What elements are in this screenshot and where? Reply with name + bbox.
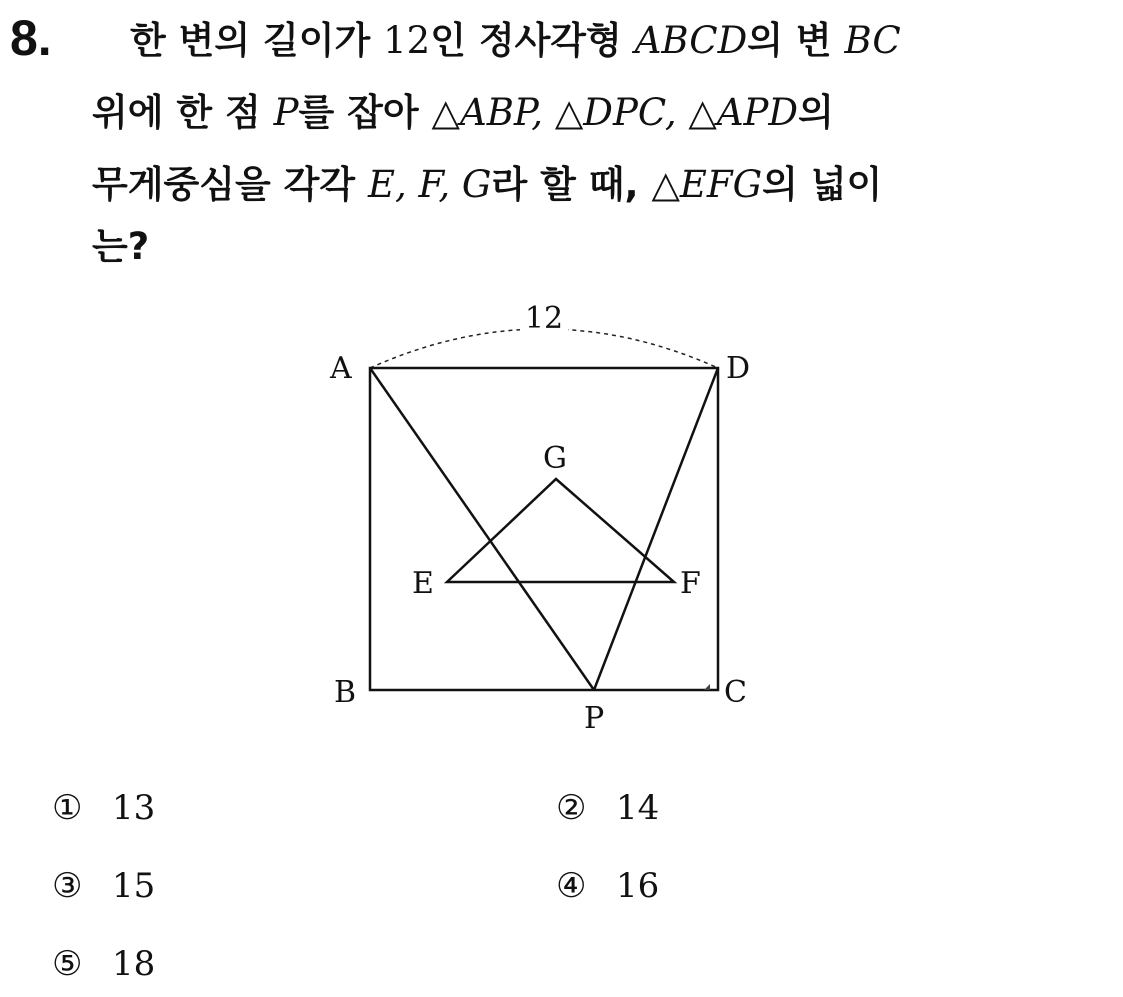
label-b: B [334, 675, 357, 710]
segment-ap [370, 368, 594, 690]
stem-text: 라 할 때, [491, 163, 652, 206]
stem-text: 무게중심을 각각 [92, 163, 368, 206]
choice-marker: ④ [556, 866, 587, 906]
triangle-dpc: △DPC, [554, 91, 689, 134]
side-length-label: 12 [524, 301, 564, 336]
side-length-number: 12 [383, 19, 431, 62]
triangle-abp: △ABP, [431, 91, 555, 134]
question-stem-line-4 [92, 222, 149, 272]
choice-1[interactable] [52, 788, 155, 828]
choice-marker: ③ [52, 866, 83, 906]
choice-marker: ① [52, 788, 83, 828]
question-number: 8. [10, 10, 52, 66]
square-abcd [370, 368, 718, 690]
stem-text: 한 변의 길이가 [130, 19, 384, 62]
triangle-apd: △APD [688, 91, 799, 134]
choice-3[interactable] [52, 866, 155, 906]
stem-text: 인 정사각형 [430, 19, 635, 62]
triangle-efg-shape [447, 479, 674, 582]
choice-value: 18 [112, 944, 156, 984]
label-g: G [543, 441, 567, 476]
stem-text: 는? [92, 225, 150, 268]
choice-value: 13 [112, 788, 156, 828]
choice-marker: ⑤ [52, 944, 83, 984]
label-c: C [724, 675, 747, 710]
choice-marker: ② [556, 788, 587, 828]
choice-2[interactable] [556, 788, 659, 828]
question-stem-line-3 [92, 160, 882, 210]
question-stem-line-1 [130, 16, 901, 66]
label-d: D [726, 351, 751, 386]
stem-text: 의 변 [747, 19, 845, 62]
stem-text: 의 넓이 [762, 163, 883, 206]
right-angle-mark [704, 684, 710, 690]
centroid-names: E, F, G [367, 163, 492, 206]
triangle-efg: △EFG [651, 163, 763, 206]
choice-value: 14 [616, 788, 660, 828]
label-a: A [330, 351, 352, 386]
stem-text: 위에 한 점 [92, 91, 274, 134]
choice-5[interactable] [52, 944, 155, 984]
stem-text: 의 [798, 91, 834, 134]
label-f: F [680, 566, 701, 601]
side-name: BC [844, 19, 901, 62]
choice-4[interactable] [556, 866, 659, 906]
square-name: ABCD [634, 19, 748, 62]
choice-value: 16 [616, 866, 660, 906]
question-stem-line-2 [92, 88, 834, 138]
stem-text: 를 잡아 [298, 91, 432, 134]
geometry-figure [300, 290, 800, 750]
choice-value: 15 [112, 866, 156, 906]
label-e: E [412, 566, 434, 601]
label-p: P [584, 701, 605, 736]
point-name: P [273, 91, 299, 134]
